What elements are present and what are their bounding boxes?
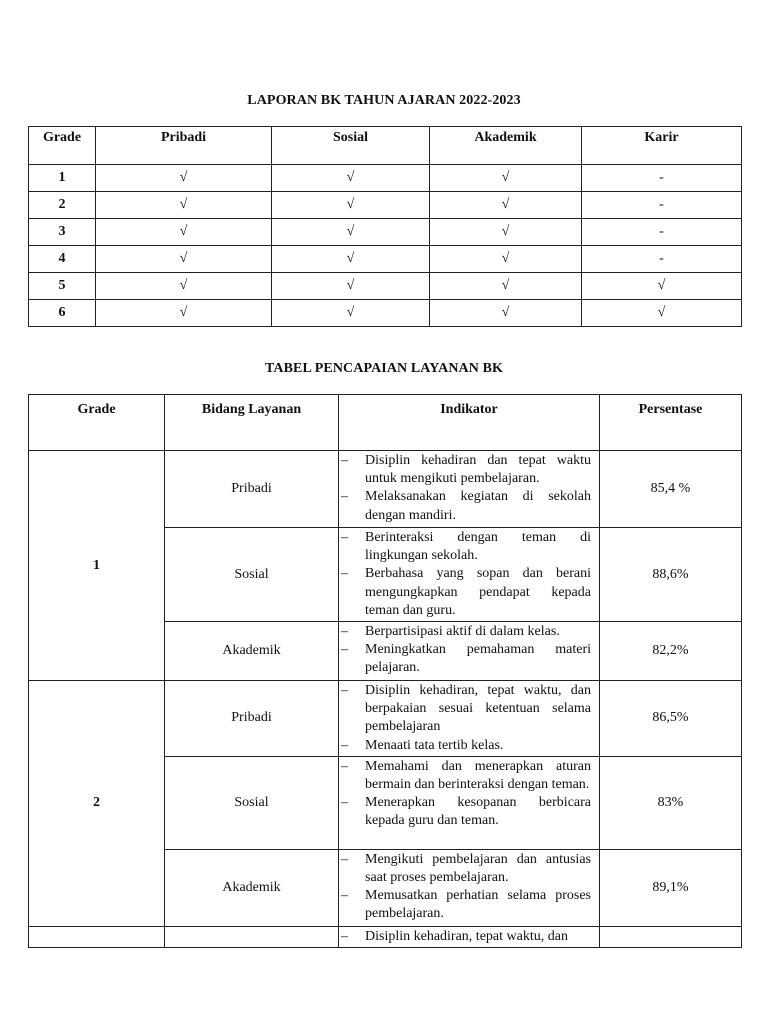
bidang-cell xyxy=(165,926,339,947)
akademik-cell: √ xyxy=(430,192,582,219)
indikator-item: – Memusatkan perhatian selama proses pembelajaran. xyxy=(341,888,591,922)
akademik-cell: √ xyxy=(430,300,582,327)
bullet-dash: – xyxy=(341,642,348,658)
indikator-item: – Disiplin kehadiran, tepat waktu, dan berpakaian sesuai ketentuan selama pembelajaran xyxy=(341,683,591,735)
persentase-cell: 89,1% xyxy=(600,849,742,926)
bullet-dash: – xyxy=(341,530,348,545)
header-akademik: Akademik xyxy=(430,127,582,165)
persentase-cell: 85,4 % xyxy=(600,451,742,528)
bidang-cell: Sosial xyxy=(165,528,339,622)
karir-cell: √ xyxy=(582,273,742,300)
sosial-cell: √ xyxy=(272,300,430,327)
indikator-item: – Disiplin kehadiran dan tepat waktu untuk mengikuti pembelajaran. xyxy=(341,453,591,487)
indikator-cell xyxy=(339,756,600,849)
indikator-cell xyxy=(339,681,600,757)
table-row xyxy=(29,219,742,246)
header-indikator: Indikator xyxy=(339,395,600,451)
indikator-item: – Disiplin kehadiran, tepat waktu, dan xyxy=(341,928,591,946)
grade-cell: 3 xyxy=(29,219,96,246)
persentase-cell xyxy=(600,926,742,947)
akademik-cell: √ xyxy=(430,246,582,273)
bidang-cell: Pribadi xyxy=(165,451,339,528)
table-header-row xyxy=(29,127,742,165)
indikator-item: – Mengikuti pembelajaran dan antusias saat proses pembelajaran. xyxy=(341,851,591,886)
bullet-dash: – xyxy=(341,683,348,699)
bidang-cell: Sosial xyxy=(165,756,339,849)
indikator-item: – Menerapkan kesopanan berbicara kepada guru dan teman. xyxy=(341,795,591,829)
bullet-dash: – xyxy=(341,566,348,582)
header-bidang-layanan: Bidang Layanan xyxy=(165,395,339,451)
bullet-dash: – xyxy=(341,795,348,811)
indikator-item: – Memahami dan menerapkan aturan bermain dan berinteraksi dengan teman. xyxy=(341,758,591,793)
grade-cell: 2 xyxy=(29,192,96,219)
table-row xyxy=(29,165,742,192)
pribadi-cell: √ xyxy=(96,246,272,273)
indikator-item: – Meningkatkan pemahaman materi pelajaran. xyxy=(341,642,591,676)
indikator-cell xyxy=(339,849,600,926)
table-header-row xyxy=(29,395,742,451)
sosial-cell: √ xyxy=(272,246,430,273)
table-row xyxy=(29,273,742,300)
persentase-cell: 86,5% xyxy=(600,681,742,757)
header-karir: Karir xyxy=(582,127,742,165)
grade-cell xyxy=(29,926,165,947)
persentase-cell: 82,2% xyxy=(600,622,742,681)
bidang-cell: Akademik xyxy=(165,849,339,926)
bullet-dash: – xyxy=(341,737,348,753)
header-grade: Grade xyxy=(29,127,96,165)
sosial-cell: √ xyxy=(272,273,430,300)
bullet-dash: – xyxy=(341,758,348,774)
pribadi-cell: √ xyxy=(96,192,272,219)
bidang-cell: Pribadi xyxy=(165,681,339,757)
bk-report-table xyxy=(28,126,742,327)
bullet-dash: – xyxy=(341,851,348,867)
persentase-cell: 83% xyxy=(600,756,742,849)
pribadi-cell: √ xyxy=(96,273,272,300)
indikator-cell xyxy=(339,926,600,947)
grade-cell: 1 xyxy=(29,451,165,681)
header-sosial: Sosial xyxy=(272,127,430,165)
header-grade: Grade xyxy=(29,395,165,451)
achievement-table-title: TABEL PENCAPAIAN LAYANAN BK xyxy=(264,361,504,376)
persentase-cell: 88,6% xyxy=(600,528,742,622)
indikator-cell xyxy=(339,528,600,622)
indikator-item: – Berinteraksi dengan teman di lingkungan sekolah. xyxy=(341,530,591,564)
karir-cell: √ xyxy=(582,300,742,327)
indikator-item: – Berbahasa yang sopan dan berani mengungkapkan pendapat kepada teman dan guru. xyxy=(341,566,591,618)
akademik-cell: √ xyxy=(430,219,582,246)
table-row xyxy=(29,246,742,273)
indikator-cell xyxy=(339,451,600,528)
akademik-cell: √ xyxy=(430,273,582,300)
grade-cell: 2 xyxy=(29,681,165,927)
sosial-cell: √ xyxy=(272,192,430,219)
table-row xyxy=(29,300,742,327)
bullet-dash: – xyxy=(341,453,348,468)
karir-cell: - xyxy=(582,246,742,273)
bk-achievement-table xyxy=(28,394,742,948)
sosial-cell: √ xyxy=(272,165,430,192)
indikator-item: – Berpartisipasi aktif di dalam kelas. xyxy=(341,623,591,641)
table-row xyxy=(29,681,742,757)
table-row xyxy=(29,926,742,947)
report-title: LAPORAN BK TAHUN AJARAN 2022-2023 xyxy=(247,93,521,108)
grade-cell: 5 xyxy=(29,273,96,300)
indikator-item: – Melaksanakan kegiatan di sekolah dengan mandiri. xyxy=(341,489,591,523)
bullet-dash: – xyxy=(341,624,348,640)
grade-cell: 1 xyxy=(29,165,96,192)
grade-cell: 4 xyxy=(29,246,96,273)
sosial-cell: √ xyxy=(272,219,430,246)
bullet-dash: – xyxy=(341,888,348,904)
table-row xyxy=(29,192,742,219)
karir-cell: - xyxy=(582,165,742,192)
pribadi-cell: √ xyxy=(96,300,272,327)
bidang-cell: Akademik xyxy=(165,622,339,681)
header-persentase: Persentase xyxy=(600,395,742,451)
bullet-dash: – xyxy=(341,489,348,505)
grade-cell: 6 xyxy=(29,300,96,327)
table-row xyxy=(29,451,742,528)
indikator-cell xyxy=(339,622,600,681)
pribadi-cell: √ xyxy=(96,219,272,246)
karir-cell: - xyxy=(582,219,742,246)
karir-cell: - xyxy=(582,192,742,219)
indikator-item: – Menaati tata tertib kelas. xyxy=(341,737,591,755)
akademik-cell: √ xyxy=(430,165,582,192)
pribadi-cell: √ xyxy=(96,165,272,192)
bullet-dash: – xyxy=(341,928,348,944)
header-pribadi: Pribadi xyxy=(96,127,272,165)
